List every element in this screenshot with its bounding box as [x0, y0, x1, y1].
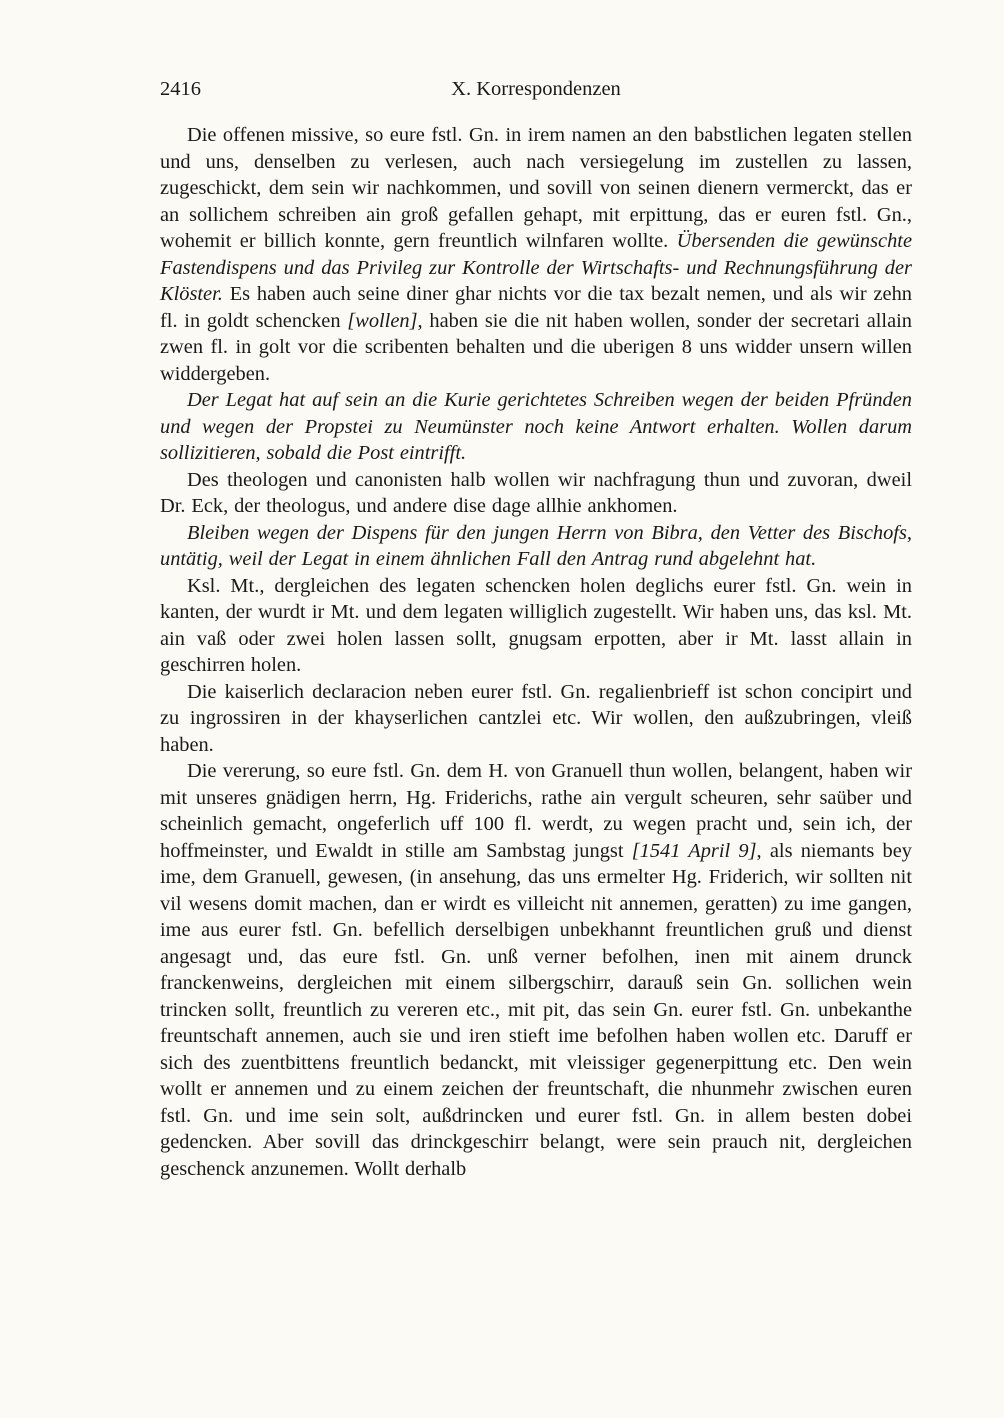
- text-run: Die kaiserlich declaracion neben eurer fstl. Gn. regalienbrieff ist schon concipirt und zu ingrossiren in der khayserlichen cantzlei etc. Wir wollen, den außzubringen, vleiß haben.: [160, 680, 912, 756]
- page-body: [160, 122, 912, 1182]
- paragraph-5: [160, 573, 912, 679]
- text-run-italic: [wollen]: [347, 309, 418, 332]
- paragraph-2: [160, 387, 912, 467]
- running-title: X. Korrespondenzen: [451, 78, 621, 100]
- paragraph-4: [160, 520, 912, 573]
- text-run: Die vererung, so eure fstl. Gn. dem H. von Granuell thun wollen, belangent, haben wir mit unseres gnädigen herrn, Hg. Friderichs, rathe ain vergult scheuren, sehr saüber und scheinlich gemacht, ongeferlich uff 100 fl. werdt, zu wegen pracht und, sein ich, der hoffmeinster, und Ewaldt in stille am Sambstag jungst: [160, 760, 912, 862]
- text-run: , als niemants bey ime, dem Granuell, gewesen, (in ansehung, das uns ermelter Hg. Friderich, wir sollten nit vil wesens domit machen, dan er wirdt es villeicht nit annemen, geratten) zu ime gangen, ime aus eurer fstl. Gn. befellich derselbigen unbekhannt freuntlichen gruß und dienst angesagt und, das eure fstl. Gn. unß verner befolhen, inen mit ainem drunck franckenweins, dergleichen mit einem silbergschirr, darauß sein Gn. sollichen wein trincken sollt, freuntlich zu vereren etc., mit pit, das sein Gn. eurer fstl. Gn. unbekanthe freuntschaft annemen, auch sie und iren stieft ime befolhen haben wollen etc. Daruff er sich des zuentbittens freuntlich bedanckt, mit vleissiger gegenerpittung etc. Den wein wollt er annemen und zu einem zeichen der freuntschaft, die nhunmehr zwischen euren fstl. Gn. und ime sein solt, außdrincken und eurer fstl. Gn. in allem besten dobei gedencken. Aber sovill das drinckgeschirr belangt, were sein prauch nit, dergleichen geschenck anzunemen. Wollt derhalb: [160, 839, 912, 1180]
- page-header: [160, 76, 912, 106]
- paragraph-6: [160, 679, 912, 759]
- paragraph-3: [160, 467, 912, 520]
- text-run: Die offenen missive, so eure fstl. Gn. in irem namen an den babstlichen legaten stellen und uns, denselben zu verlesen, auch nach versiegelung im zustellen zu lassen, zugeschickt, dem sein wir nachkommen, und sovill von seinen dienern vermerckt, das er an sollichem schreiben ain groß gefallen gehapt, mit erpittung, das er euren fstl. Gn., wohemit er billich konnte, gern freuntlich wilnfaren wollte.: [160, 124, 912, 252]
- text-run: , haben sie die nit haben wollen, sonder der secretari allain zwen fl. in golt vor die scribenten behalten und die uberigen 8 uns widder unsern willen widdergeben.: [160, 309, 912, 385]
- text-run-italic: [1541 April 9]: [631, 839, 757, 862]
- paragraph-1: [160, 122, 912, 387]
- page-number: 2416: [160, 78, 201, 100]
- text-run: Des theologen und canonisten halb wollen wir nachfragung thun und zuvoran, dweil Dr. Eck, der theologus, und andere dise dage allhie ankhomen.: [160, 468, 912, 517]
- text-block: [160, 76, 912, 1182]
- text-run-italic: Der Legat hat auf sein an die Kurie gerichtetes Schreiben wegen der beiden Pfründen und wegen der Propstei zu Neumünster noch keine Antwort erhalten. Wollen darum sollizitieren, sobald die Post eintrifft.: [160, 389, 912, 464]
- text-run-italic: Übersenden die gewünschte Fastendispens und das Privileg zur Kontrolle der Wirtschafts- und Rechnungsführung der Klöster.: [160, 230, 912, 305]
- text-run: Ksl. Mt., dergleichen des legaten schencken holen deglichs eurer fstl. Gn. wein in kanten, der wurdt ir Mt. und dem legaten williglich zugestellt. Wir haben uns, das ksl. Mt. ain vaß oder zwei holen lassen sollt, gnugsam erpotten, aber ir Mt. lasst allain in geschirren holen.: [160, 574, 912, 676]
- text-run-italic: Bleiben wegen der Dispens für den jungen Herrn von Bibra, den Vetter des Bischofs, untätig, weil der Legat in einem ähnlichen Fall den Antrag rund abgelehnt hat.: [160, 521, 912, 570]
- paragraph-7: [160, 758, 912, 1182]
- text-run: Es haben auch seine diner ghar nichts vor die tax bezalt nemen, und als wir zehn fl. in goldt schencken: [160, 283, 912, 332]
